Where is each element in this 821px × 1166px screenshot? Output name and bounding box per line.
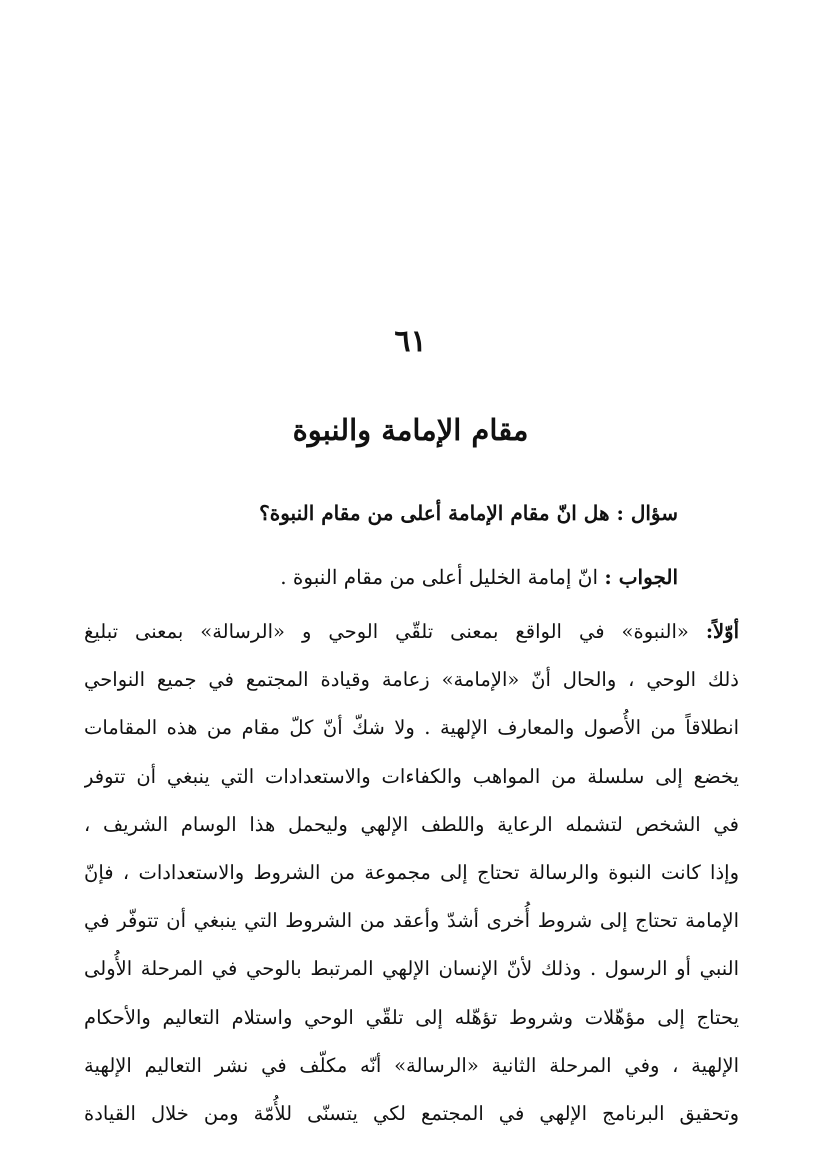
question-text: هل انّ مقام الإمامة أعلى من مقام النبوة؟ — [259, 501, 610, 525]
chapter-title: مقام الإمامة والنبوة — [292, 413, 529, 447]
body-line-11: وتحقيق البرنامج الإلهي في المجتمع لكي يتسنّى للأُمّة ومن خلال القيادة — [84, 1101, 739, 1125]
body-paragraph — [84, 608, 739, 1138]
lead-word: أوّلاً: — [705, 620, 739, 643]
body-line-9: يحتاج إلى مؤهّلات وشروط تؤهّله إلى تلقّي الوحي واستلام التعاليم والأحكام — [84, 1005, 739, 1029]
page-number: ٦١ — [394, 324, 427, 359]
question-label: سؤال : — [616, 501, 678, 525]
answer-line — [118, 560, 678, 594]
body-line-1-text: «النبوة» في الواقع بمعنى تلقّي الوحي و «الرسالة» بمعنى تبليغ — [84, 620, 689, 643]
body-line-8: النبي أو الرسول . وذلك لأنّ الإنسان الإلهي المرتبط بالوحي في المرحلة الأُولى — [84, 957, 739, 981]
body-line-4: يخضع إلى سلسلة من المواهب والكفاءات والاستعدادات التي ينبغي أن تتوفر — [84, 764, 739, 788]
body-line-3: انطلاقاً من الأُصول والمعارف الإلهية . ولا شكّ أنّ كلّ مقام من هذه المقامات — [84, 716, 739, 740]
body-line-6: وإذا كانت النبوة والرسالة تحتاج إلى مجموعة من الشروط والاستعدادات ، فإنّ — [84, 860, 739, 884]
body-line-1 — [84, 608, 739, 656]
body-line-7: الإمامة تحتاج إلى شروط أُخرى أشدّ وأعقد من الشروط التي ينبغي أن تتوفّر في — [84, 909, 739, 933]
body-line-5: في الشخص لتشمله الرعاية واللطف الإلهي وليحمل هذا الوسام الشريف ، — [84, 812, 739, 836]
answer-label: الجواب : — [604, 565, 678, 589]
question-line — [118, 496, 678, 530]
body-line-2: ذلك الوحي ، والحال أنّ «الإمامة» زعامة وقيادة المجتمع في جميع النواحي — [84, 668, 739, 692]
answer-text: انّ إمامة الخليل أعلى من مقام النبوة . — [280, 565, 599, 589]
body-line-10: الإلهية ، وفي المرحلة الثانية «الرسالة» أنّه مكلّف في نشر التعاليم الإلهية — [84, 1053, 739, 1077]
